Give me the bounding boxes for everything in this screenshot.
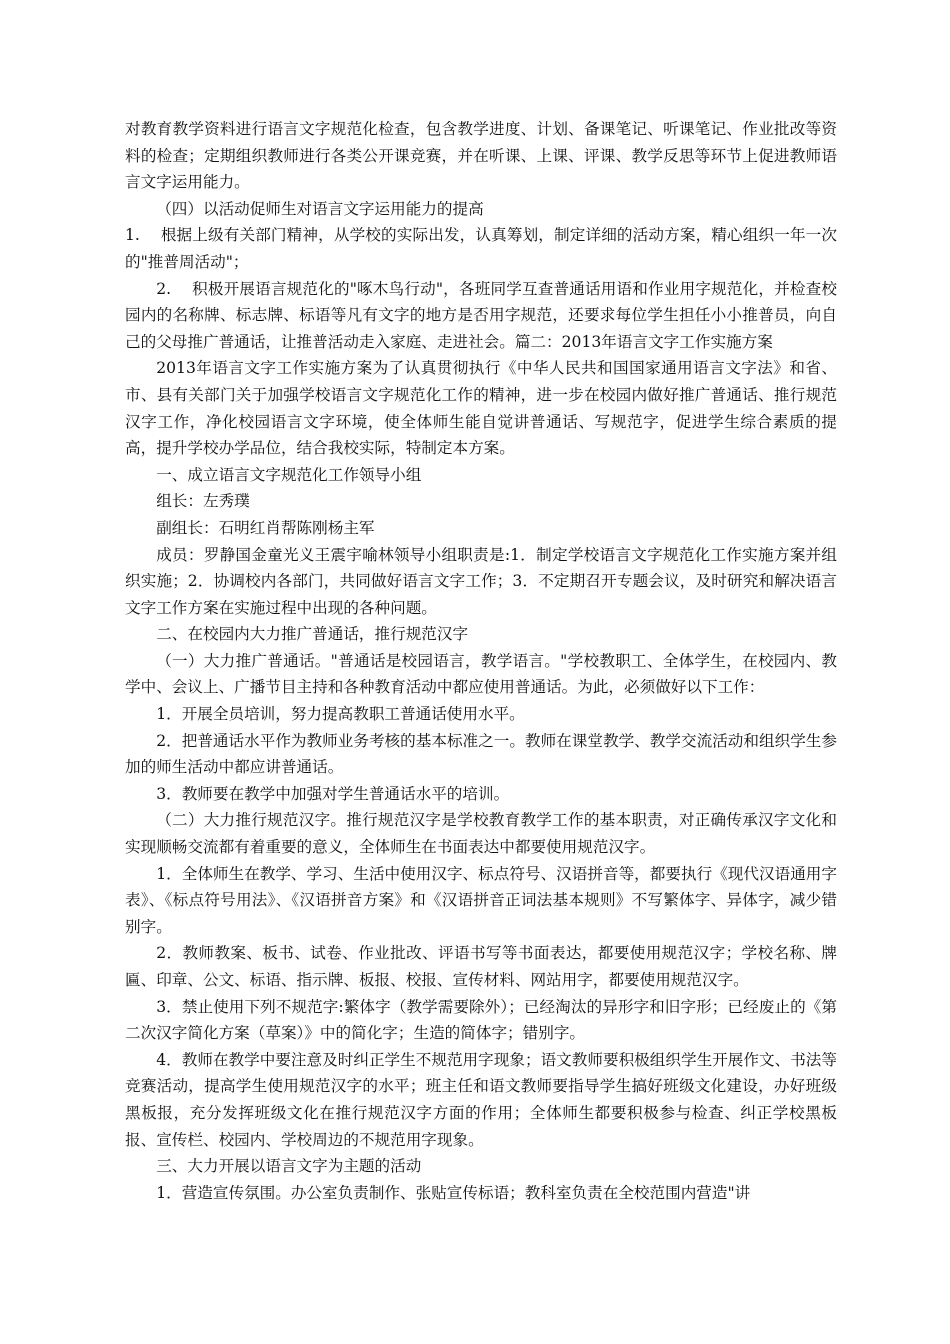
list-item: 2．教师教案、板书、试卷、作业批改、评语书写等书面表达，都要使用规范汉字；学校名称、牌匾、印章、公文、标语、指示牌、板报、校报、宣传材料、网站用字，都要使用规范汉字。 bbox=[125, 944, 837, 989]
list-item: 3．教师要在教学中加强对学生普通话水平的培训。 bbox=[156, 784, 510, 803]
subsection-standard-characters: （二）大力推行规范汉字。推行规范汉字是学校教育教学工作的基本职责，对正确传承汉字文化和实现顺畅交流都有着重要的意义，全体师生在书面表达中都要使用规范汉字。 bbox=[125, 811, 837, 857]
list-item: 1．营造宣传氛围。办公室负责制作、张贴宣传标语；教科室负责在全校范围内营造"讲 bbox=[156, 1183, 751, 1202]
section-heading-1: 一、成立语言文字规范化工作领导小组 bbox=[156, 465, 422, 484]
paragraph-intro: 2013年语言文字工作实施方案为了认真贯彻执行《中华人民共和国国家通用语言文字法》和省、市、县有关部门关于加强学校语言文字规范化工作的精神，进一步在校园内做好推广普通话、推行规范汉字工作，净化校园语言文字环境，使全体师生能自觉讲普通话、写规范字，促进学生综合素质的提高，提升学校办学品位，结合我校实际，特制定本方案。 bbox=[125, 359, 837, 458]
deputy-leader-line: 副组长：石明红肖帮陈刚杨主军 bbox=[156, 518, 375, 537]
leader-line: 组长：左秀璞 bbox=[156, 492, 250, 511]
section-heading-2: 二、在校园内大力推广普通话，推行规范汉字 bbox=[156, 625, 469, 644]
subsection-putonghua: （一）大力推广普通话。"普通话是校园语言，教学语言。"学校教职工、全体学生，在校园内、教学中、会议上、广播节目主持和各种教育活动中都应使用普通话。为此，必须做好以下工作： bbox=[125, 651, 837, 697]
list-item: 2．把普通话水平作为教师业务考核的基本标准之一。教师在课堂教学、教学交流活动和组织学生参加的师生活动中都应讲普通话。 bbox=[125, 731, 837, 777]
list-item: 1．全体师生在教学、学习、生活中使用汉字、标点符号、汉语拼音等，都要执行《现代汉语通用字表》、《标点符号用法》、《汉语拼音方案》和《汉语拼音正词法基本规则》不写繁体字、异体字，减少错别字。 bbox=[125, 864, 837, 936]
document-body bbox=[125, 116, 837, 1206]
section-heading-4: （四）以活动促师生对语言文字运用能力的提高 bbox=[156, 199, 484, 218]
list-item: 1．开展全员培训，努力提高教职工普通话使用水平。 bbox=[156, 705, 525, 724]
section-heading-3: 三、大力开展以语言文字为主题的活动 bbox=[156, 1157, 422, 1176]
paragraph-0: 对教育教学资料进行语言文字规范化检查，包含教学进度、计划、备课笔记、听课笔记、作业批改等资料的检查；定期组织教师进行各类公开课竞赛，并在听课、上课、评课、教学反思等环节上促进教师语言文字运用能力。 bbox=[125, 120, 837, 192]
list-item-2: 2. 积极开展语言规范化的"啄木鸟行动"，各班同学互查普通话用语和作业用字规范化，并检查校园内的名称牌、标志牌、标语等凡有文字的地方是否用字规范，还要求每位学生担任小小推普员，向自己的父母推广普通话，让推普活动走入家庭、走进社会。篇二：2013年语言文字工作实施方案 bbox=[125, 279, 837, 351]
list-item-1: 1. 根据上级有关部门精神，从学校的实际出发，认真筹划，制定详细的活动方案，精心组织一年一次的"推普周活动"； bbox=[125, 226, 837, 271]
list-item: 3．禁止使用下列不规范字:繁体字（教学需要除外）；已经淘汰的异形字和旧字形；已经废止的《第二次汉字简化方案（草案）》中的简化字；生造的简体字；错别字。 bbox=[125, 997, 837, 1043]
list-item: 4．教师在教学中要注意及时纠正学生不规范用字现象；语文教师要积极组织学生开展作文、书法等竞赛活动，提高学生使用规范汉字的水平；班主任和语文教师要指导学生搞好班级文化建设，办好班级黑板报，充分发挥班级文化在推行规范汉字方面的作用；全体师生都要积极参与检查、纠正学校黑板报、宣传栏、校园内、学校周边的不规范用字现象。 bbox=[125, 1050, 837, 1149]
members-paragraph: 成员：罗静国金童光义王震宇喻林领导小组职责是:1．制定学校语言文字规范化工作实施方案并组织实施；2．协调校内各部门，共同做好语言文字工作；3．不定期召开专题会议，及时研究和解决语言文字工作方案在实施过程中出现的各种问题。 bbox=[125, 545, 837, 617]
